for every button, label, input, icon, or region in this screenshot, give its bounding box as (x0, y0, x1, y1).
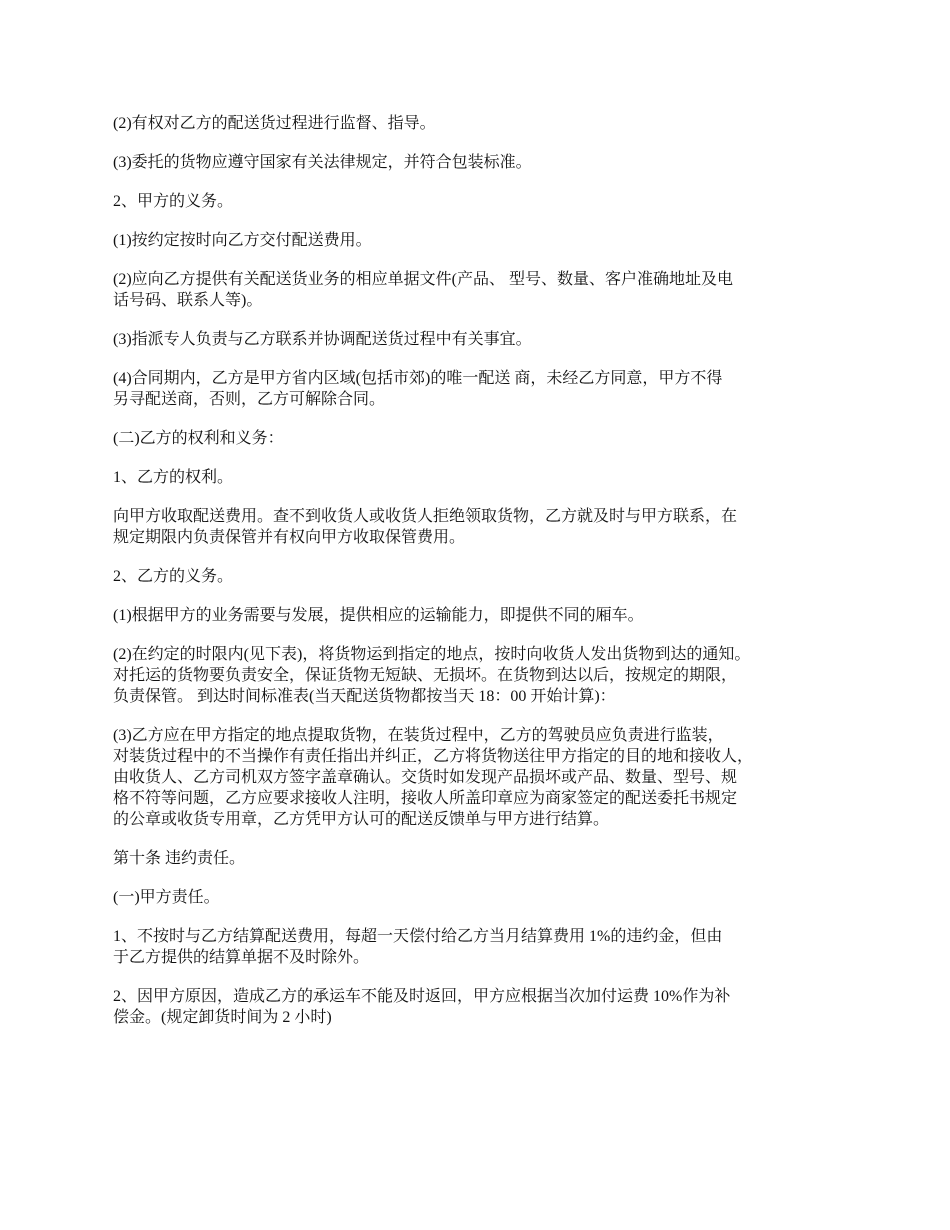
paragraph-transport-capacity: (1)根据甲方的业务需要与发展，提供相应的运输能力，即提供不同的厢车。 (113, 607, 644, 624)
document-page (113, 113, 853, 1046)
paragraph-right-supervise: (2)有权对乙方的配送货过程进行监督、指导。 (113, 115, 436, 132)
paragraph-provide-documents: (2)应向乙方提供有关配送货业务的相应单据文件(产品、 型号、数量、客户准确地址及电 话号码、联系人等)。 (113, 271, 733, 309)
paragraph-assign-contact: (3)指派专人负责与乙方联系并协调配送货过程中有关事宜。 (113, 331, 532, 348)
heading-party-b-obligations: 2、乙方的义务。 (113, 568, 234, 585)
paragraph-vehicle-delay-compensation: 2、因甲方原因，造成乙方的承运车不能及时返回，甲方应根据当次加付运费 10%作为补 偿金。(规定卸货时间为 2 小时) (113, 988, 731, 1026)
paragraph-loading-supervision: (3)乙方应在甲方指定的地点提取货物，在装货过程中，乙方的驾驶员应负责进行监装， 对装货过程中的不当操作有责任指出并纠正，乙方将货物送往甲方指定的目的地和接收人， 由收货人、乙方司机双方签字盖章确认。交货时如发现产品损坏或产品、数量、型号、规 格不符等问题，乙方应要求接收人注明，接收人所盖印章应为商家签定的配送委托书规定 的公章或收货专用章，乙方凭甲方认可的配送反馈单与甲方进行结算。 (113, 727, 754, 828)
heading-party-a-liability: (一)甲方责任。 (113, 889, 220, 906)
heading-party-a-obligations: 2、甲方的义务。 (113, 193, 234, 210)
heading-article-ten: 第十条 违约责任。 (113, 850, 246, 867)
paragraph-pay-fees: (1)按约定按时向乙方交付配送费用。 (113, 232, 372, 249)
paragraph-collect-fees: 向甲方收取配送费用。查不到收货人或收货人拒绝领取货物，乙方就及时与甲方联系，在 规定期限内负责保管并有权向甲方收取保管费用。 (113, 508, 738, 546)
heading-party-b-rights-obligations: (二)乙方的权利和义务： (113, 430, 284, 447)
paragraph-exclusive-distributor: (4)合同期内，乙方是甲方省内区域(包括市郊)的唯一配送 商，未经乙方同意，甲方不得 另寻配送商，否则，乙方可解除合同。 (113, 370, 723, 408)
paragraph-goods-compliance: (3)委托的货物应遵守国家有关法律规定，并符合包装标准。 (113, 154, 532, 171)
heading-party-b-rights: 1、乙方的权利。 (113, 469, 234, 486)
paragraph-late-payment-penalty: 1、不按时与乙方结算配送费用，每超一天偿付给乙方当月结算费用 1%的违约金，但由 于乙方提供的结算单据不及时除外。 (113, 928, 723, 966)
paragraph-delivery-timing: (2)在约定的时限内(见下表)，将货物运到指定的地点，按时向收货人发出货物到达的通知。 对托运的货物要负责安全，保证货物无短缺、无损坏。在货物到达以后，按规定的期限， 负责保管。 到达时间标准表(当天配送货物都按当天 18：00 开始计算)： (113, 646, 751, 705)
